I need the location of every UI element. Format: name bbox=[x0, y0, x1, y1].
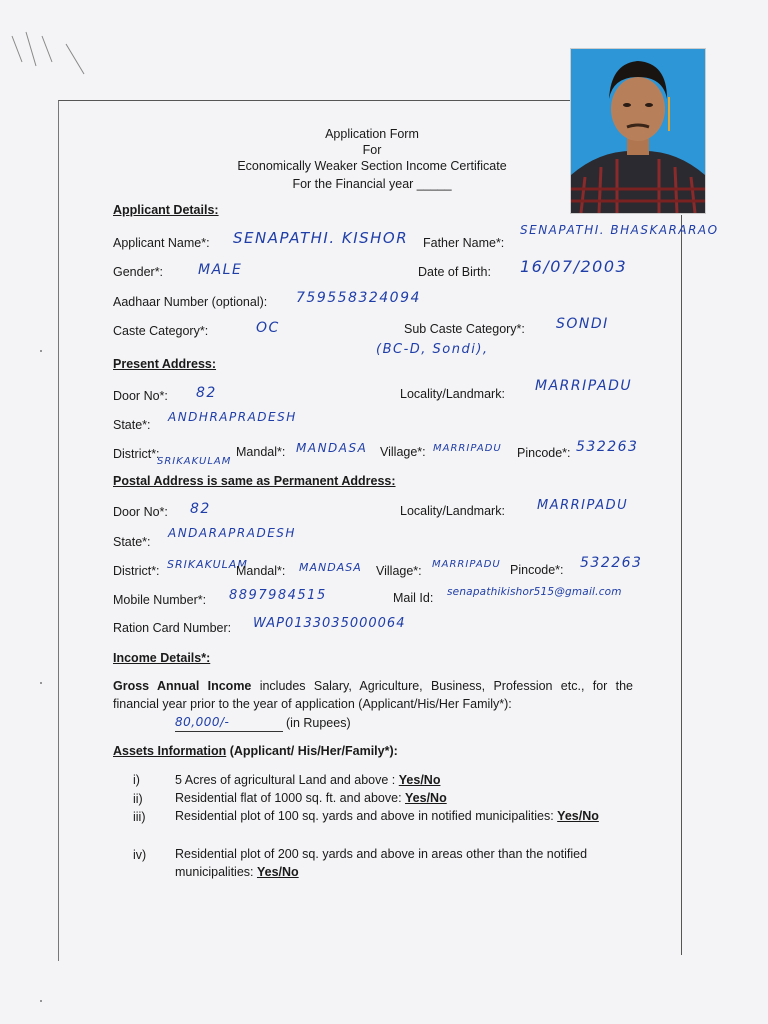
sub-caste-note: (BC-D, Sondi), bbox=[376, 342, 489, 357]
postal-village-value[interactable]: MARRIPADU bbox=[432, 559, 501, 570]
mail-label: Mail Id: bbox=[393, 591, 434, 605]
postal-mandal-label: Mandal*: bbox=[236, 564, 286, 578]
present-district-value[interactable]: SRIKAKULAM bbox=[157, 456, 232, 467]
asset-answer[interactable]: Yes/No bbox=[405, 791, 447, 805]
postal-state-label: State*: bbox=[113, 535, 151, 549]
present-state-label: State*: bbox=[113, 418, 151, 432]
present-locality-value[interactable]: MARRIPADU bbox=[535, 378, 633, 394]
present-village-value[interactable]: MARRIPADU bbox=[433, 443, 502, 454]
ration-card-label: Ration Card Number: bbox=[113, 621, 232, 635]
section-assets-info bbox=[113, 744, 398, 758]
caste-category-value[interactable]: OC bbox=[256, 320, 280, 336]
present-door-label: Door No*: bbox=[113, 389, 168, 403]
present-locality-label: Locality/Landmark: bbox=[400, 387, 505, 401]
form-title: Application Form bbox=[325, 127, 419, 141]
income-text: includes Salary, Agriculture, Business, Profession etc., for the financial year prior to the year of application (Applicant/His/Her Family*): bbox=[113, 679, 633, 711]
income-lead: Gross Annual Income bbox=[113, 679, 252, 693]
asset-text: 5 Acres of agricultural Land and above : bbox=[175, 773, 399, 787]
applicant-name-label: Applicant Name*: bbox=[113, 236, 210, 250]
postal-state-value[interactable]: ANDARAPRADESH bbox=[168, 526, 296, 540]
father-name-label: Father Name*: bbox=[423, 236, 505, 250]
postal-pincode-value[interactable]: 532263 bbox=[580, 555, 643, 571]
asset-text: Residential plot of 100 sq. yards and above in notified municipalities: bbox=[175, 809, 558, 823]
income-unit: (in Rupees) bbox=[286, 716, 351, 730]
asset-answer[interactable]: Yes/No bbox=[256, 865, 299, 879]
aadhaar-label: Aadhaar Number (optional): bbox=[113, 295, 268, 309]
financial-year-label: For the Financial year _____ bbox=[292, 177, 452, 191]
asset-number: iv) bbox=[133, 848, 147, 862]
present-state-value[interactable]: ANDHRAPRADESH bbox=[168, 410, 297, 424]
section-postal-address: Postal Address is same as Permanent Address: bbox=[113, 474, 396, 488]
postal-locality-label: Locality/Landmark: bbox=[400, 504, 505, 518]
postal-door-label: Door No*: bbox=[113, 505, 168, 519]
asset-item bbox=[175, 771, 615, 789]
income-description bbox=[113, 677, 633, 713]
aadhaar-value[interactable]: 759558324094 bbox=[296, 290, 421, 306]
postal-district-value[interactable]: SRIKAKULAM bbox=[167, 558, 248, 571]
assets-heading: Assets Information bbox=[113, 744, 227, 758]
dob-label: Date of Birth: bbox=[418, 265, 491, 279]
present-door-value[interactable]: 82 bbox=[196, 385, 217, 401]
section-income-details: Income Details*: bbox=[113, 651, 211, 665]
asset-number: iii) bbox=[133, 810, 146, 824]
scan-dot bbox=[40, 350, 42, 352]
postal-village-label: Village*: bbox=[376, 564, 422, 578]
scan-mark bbox=[8, 22, 88, 82]
income-value[interactable]: 80,000/- bbox=[175, 715, 230, 729]
sub-caste-label: Sub Caste Category*: bbox=[404, 322, 525, 336]
asset-text: Residential plot of 200 sq. yards and above in areas other than the notified municipalities: bbox=[175, 847, 588, 879]
asset-answer[interactable]: Yes/No bbox=[398, 773, 441, 787]
asset-answer[interactable]: Yes/No bbox=[557, 809, 599, 823]
form-right-rule bbox=[681, 215, 682, 955]
sub-caste-value[interactable]: SONDI bbox=[556, 316, 609, 332]
postal-pincode-label: Pincode*: bbox=[510, 563, 564, 577]
income-underline bbox=[175, 731, 283, 732]
section-applicant-details: Applicant Details: bbox=[113, 203, 219, 217]
caste-category-label: Caste Category*: bbox=[113, 324, 209, 338]
mail-value[interactable]: senapathikishor515@gmail.com bbox=[447, 586, 622, 598]
postal-door-value[interactable]: 82 bbox=[190, 501, 211, 517]
present-village-label: Village*: bbox=[380, 445, 426, 459]
present-pincode-value[interactable]: 532263 bbox=[576, 439, 639, 455]
asset-item bbox=[175, 807, 615, 825]
asset-text: Residential flat of 1000 sq. ft. and above: bbox=[175, 791, 406, 805]
form-title-for: For bbox=[362, 143, 382, 157]
asset-item bbox=[175, 845, 615, 881]
present-pincode-label: Pincode*: bbox=[517, 446, 571, 460]
father-name-value[interactable]: SENAPATHI. BHASKARARAO bbox=[520, 223, 719, 237]
mobile-value[interactable]: 8897984515 bbox=[229, 588, 327, 603]
asset-number: ii) bbox=[133, 792, 143, 806]
form-subtitle: Economically Weaker Section Income Certificate bbox=[237, 159, 507, 173]
postal-district-label: District*: bbox=[113, 564, 160, 578]
applicant-photo bbox=[570, 48, 706, 214]
applicant-name-value[interactable]: SENAPATHI. KISHOR bbox=[233, 229, 409, 247]
asset-item bbox=[175, 789, 615, 807]
scan-dot bbox=[40, 682, 42, 684]
present-mandal-value[interactable]: MANDASA bbox=[296, 441, 368, 455]
assets-heading-suffix: (Applicant/ His/Her/Family*): bbox=[226, 744, 398, 758]
postal-mandal-value[interactable]: MANDASA bbox=[299, 561, 362, 574]
present-mandal-label: Mandal*: bbox=[236, 445, 286, 459]
ration-card-value[interactable]: WAP0133035000064 bbox=[253, 616, 406, 631]
mobile-label: Mobile Number*: bbox=[113, 593, 207, 607]
dob-value[interactable]: 16/07/2003 bbox=[520, 257, 628, 276]
postal-locality-value[interactable]: MARRIPADU bbox=[537, 498, 629, 513]
gender-label: Gender*: bbox=[113, 265, 164, 279]
scan-dot bbox=[40, 1000, 42, 1002]
asset-number: i) bbox=[133, 773, 140, 787]
section-present-address: Present Address: bbox=[113, 357, 217, 371]
present-district-label: District*: bbox=[113, 447, 160, 461]
gender-value[interactable]: MALE bbox=[198, 262, 243, 278]
